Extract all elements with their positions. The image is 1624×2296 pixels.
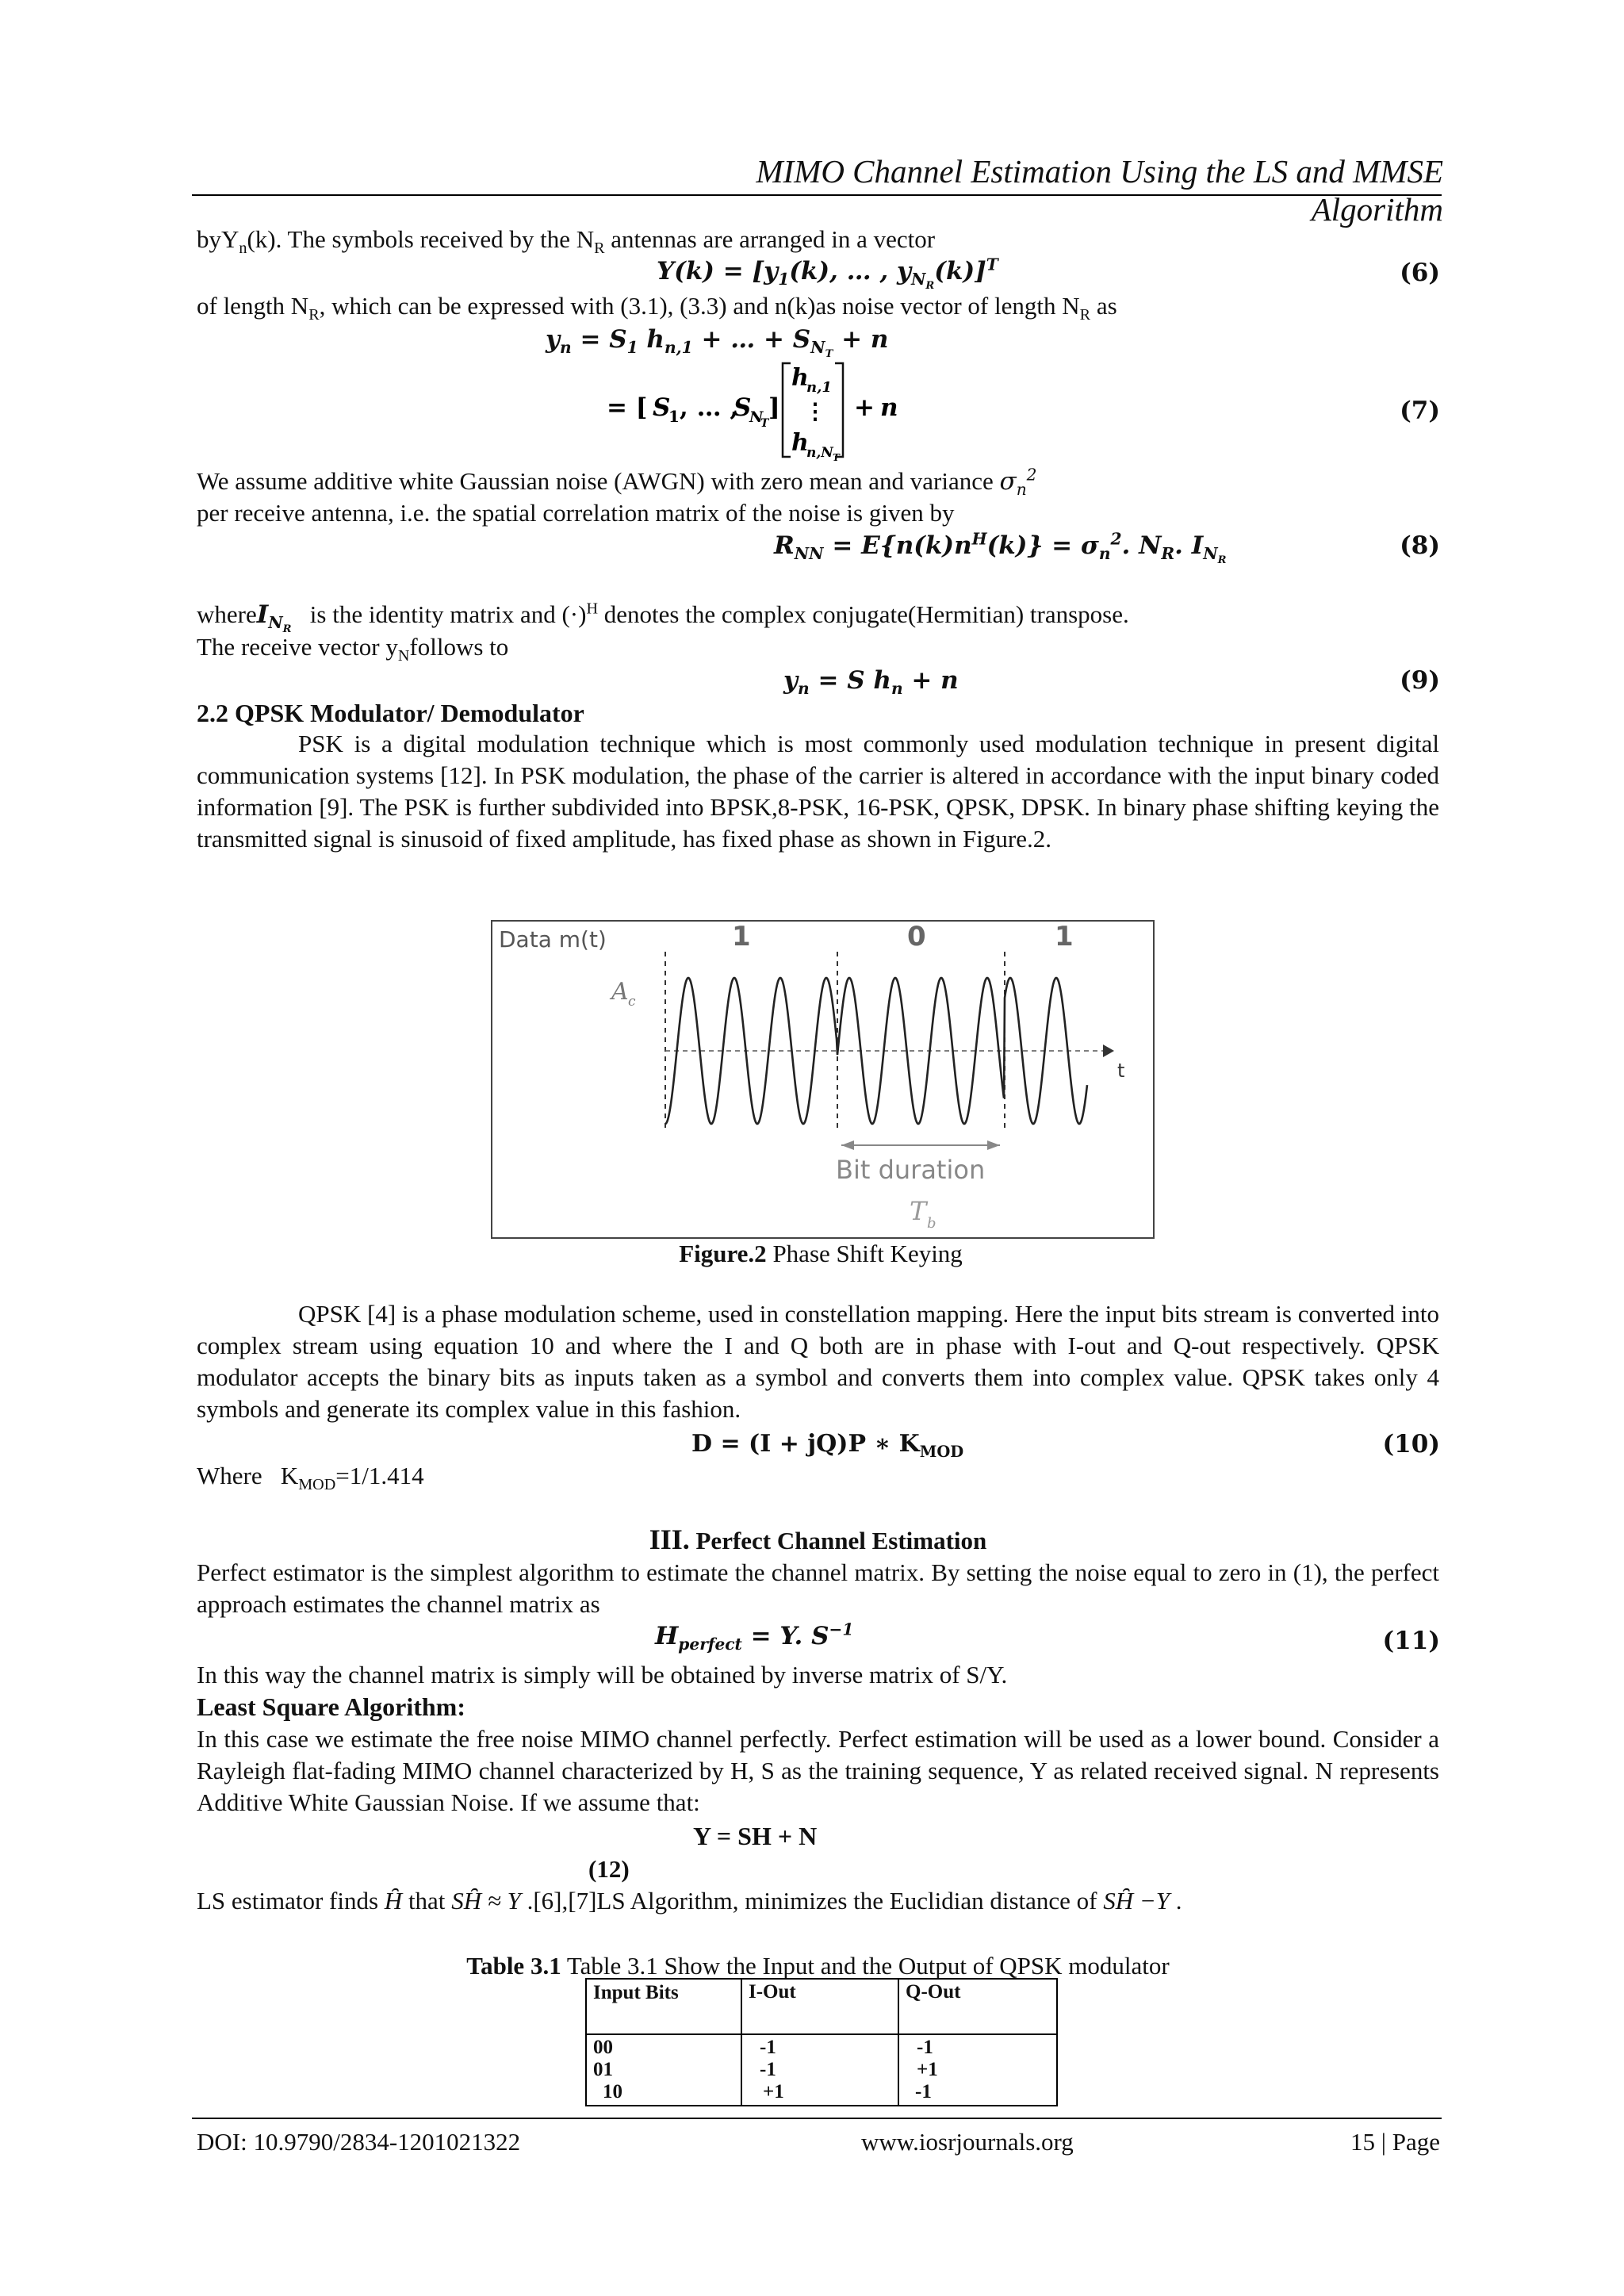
svg-text:1: 1	[668, 407, 680, 426]
text-line-length	[197, 291, 1117, 324]
table-row	[586, 2059, 1057, 2081]
caption-text: Table 3.1 Show the Input and the Output of QPSK modulator	[561, 1952, 1170, 1980]
table-header-cell: Input Bits	[586, 1979, 741, 2034]
text-inverse: In this way the channel matrix is simply will be obtained by inverse matrix of S/Y.	[197, 1661, 1008, 1688]
equation-12-number: (12)	[588, 1855, 630, 1883]
svg-text:n: n	[880, 393, 898, 422]
figure-arrow-head	[987, 1140, 1000, 1150]
table-header-row	[586, 1979, 1057, 2034]
svg-text:]: ]	[768, 393, 780, 422]
text-line-identity	[197, 600, 1129, 636]
text-fragment: =1/1.414	[335, 1462, 424, 1489]
superscript: H	[586, 600, 599, 618]
equation-6: $Y(k) = [y_1(k)$, … , $y_{N_R}(k)]^T$	[657, 255, 998, 293]
equation-7-svg	[607, 358, 924, 462]
svg-text:= [: = [	[607, 393, 648, 422]
text-kmod	[197, 1461, 424, 1494]
figure-tb-sub: b	[927, 1215, 936, 1232]
text-fragment: of length N	[197, 292, 309, 320]
figure-tb-label: T	[910, 1196, 927, 1226]
text-fragment: The receive vector y	[197, 633, 398, 661]
svg-text:n,1: n,1	[806, 379, 832, 396]
equation-7-line1: $y_n = S_1$ $h_{n,1}$ + … + $S_{N_T} + n$	[546, 325, 889, 361]
text-fragment: byY	[197, 225, 239, 253]
subscript: R	[308, 306, 320, 324]
text-ls-estimator	[197, 1886, 1182, 1916]
svg-text:⋮: ⋮	[804, 398, 826, 424]
figure-amplitude-sub: c	[628, 994, 636, 1010]
subscript: MOD	[298, 1476, 336, 1494]
svg-text:T: T	[760, 417, 769, 430]
svg-text:S: S	[733, 393, 752, 422]
text-fragment: follows to	[409, 633, 509, 661]
table-header-cell: Q-Out	[898, 1979, 1057, 2034]
equation-11-number: (11)	[1382, 1627, 1440, 1655]
table-cell: -1	[741, 2059, 898, 2081]
text-fragment: antennas are arranged in a vector	[604, 225, 936, 253]
subscript: R	[1079, 306, 1091, 324]
equation-9: $y_n = S$ $h_n + n$	[783, 666, 959, 699]
paragraph-perfect: Perfect estimator is the simplest algorithm to estimate the channel matrix. By setting the noise equal to zero in (1), the perfect approach estimates the channel matrix as	[197, 1558, 1439, 1618]
math-identity: $I_{N_R}$	[256, 600, 292, 636]
figure-2-plot	[492, 922, 1153, 1237]
text-fragment: that	[402, 1887, 452, 1915]
table-row	[586, 2034, 1057, 2059]
svg-text:N: N	[749, 408, 764, 426]
heading-least-square: Least Square Algorithm:	[197, 1692, 465, 1721]
text-line-receive-vector	[197, 632, 509, 665]
table-cell: +1	[898, 2059, 1057, 2081]
header-rule	[192, 194, 1442, 196]
figure-axis-label: t	[1117, 1060, 1125, 1082]
footer-page-number: 15 | Page	[1350, 2128, 1440, 2156]
figure-axis-arrow	[1103, 1045, 1114, 1057]
paragraph-qpsk: QPSK [4] is a phase modulation scheme, used in constellation mapping. Here the input bits stream is converted into complex stream using equation 10 and where the I and Q both are in phase with I-out and Q-out respectively. QPSK modulator accepts the binary bits as inputs taken as a symbol and converts them into complex value. QPSK takes only 4 symbols and generate its complex value in this fashion.	[197, 1300, 1439, 1423]
figure-2-box	[491, 920, 1155, 1239]
figure-amplitude-label: A	[611, 978, 629, 1006]
table-cell: -1	[898, 2034, 1057, 2059]
equation-8: $R_{NN} = E\{n(k)n^H(k)\} = \sigma_n^2$. $N_R$. $I_{N_R}$	[774, 529, 1227, 567]
figure-bit-duration-label: Bit duration	[836, 1155, 986, 1185]
table-row	[586, 2081, 1057, 2106]
table-cell: 01	[586, 2059, 741, 2081]
text-fragment: .	[1170, 1887, 1182, 1915]
running-header: MIMO Channel Estimation Using the LS and MMSE Algorithm	[756, 153, 1443, 228]
subscript: MOD	[919, 1443, 964, 1461]
section-number: III.	[649, 1524, 690, 1555]
footer-doi: DOI: 10.9790/2834-1201021322	[197, 2128, 521, 2156]
svg-text:, … ,: , … ,	[680, 393, 739, 422]
equation-9-number: (9)	[1400, 666, 1440, 695]
svg-text:T: T	[833, 452, 840, 462]
text-fragment: We assume additive white Gaussian noise (AWGN) with zero mean and variance	[197, 467, 1000, 495]
table-header-cell: I-Out	[741, 1979, 898, 2034]
text-line-awgn	[197, 465, 1037, 500]
table-cell: 00	[586, 2034, 741, 2059]
figure-bit-label: 1	[1055, 922, 1074, 953]
text-fragment: LS estimator finds	[197, 1887, 385, 1915]
equation-7-matrix	[607, 358, 924, 468]
svg-text:h: h	[791, 364, 809, 392]
equation-10	[691, 1430, 964, 1461]
math-fragment: SH̑ −Y	[1103, 1887, 1170, 1915]
figure-arrow-head	[841, 1140, 854, 1150]
table-3-1-wrapper	[585, 1978, 1058, 2106]
caption-label: Figure.2	[679, 1240, 767, 1267]
math-fragment: SH̑ ≈ Y	[451, 1887, 521, 1915]
section-heading-2-2: 2.2 QPSK Modulator/ Demodulator	[197, 699, 584, 727]
figure-data-label: Data m(t)	[499, 926, 607, 953]
equation-10-text: D = (I + jQ)P ∗ K	[691, 1430, 920, 1458]
text-fragment: Where K	[197, 1462, 299, 1489]
table-cell: +1	[741, 2081, 898, 2106]
text-fragment: where	[197, 600, 257, 628]
math-sigma: $\sigma_n^2$	[999, 465, 1037, 500]
equation-11: $H_{perfect} = Y$. $S^{-1}$	[655, 1619, 854, 1654]
paragraph-least-square: In this case we estimate the free noise MIMO channel perfectly. Perfect estimation will be used as a lower bound. Consider a Rayleigh flat-fading MIMO channel characterized by H, S as the training sequence, Y as related received signal. N represents Additive White Gaussian Noise. If we assume that:	[197, 1725, 1439, 1816]
text-fragment: (k). The symbols received by the N	[247, 225, 595, 253]
subscript: n	[239, 240, 247, 258]
figure-bit-label: 1	[732, 922, 751, 953]
equation-7-number: (7)	[1400, 397, 1440, 425]
svg-text:S: S	[653, 393, 671, 422]
caption-label: Table 3.1	[466, 1952, 561, 1980]
table-cell: -1	[898, 2081, 1057, 2106]
text-fragment: as	[1090, 292, 1117, 320]
svg-text:+: +	[854, 393, 875, 422]
subscript: R	[594, 240, 605, 258]
text-line-symbols	[197, 224, 936, 258]
svg-text:h: h	[791, 429, 809, 457]
table-cell: 10	[586, 2081, 741, 2106]
figure-2-caption	[492, 1239, 1150, 1269]
equation-10-number: (10)	[1382, 1430, 1440, 1458]
equation-12: Y = SH + N	[693, 1822, 818, 1850]
math-fragment: H̑	[384, 1887, 403, 1915]
equation-8-number: (8)	[1400, 531, 1440, 560]
svg-text:n,N: n,N	[806, 445, 833, 461]
table-3-1	[585, 1978, 1058, 2106]
text-fragment: denotes the complex conjugate(Hermitian) transpose.	[598, 600, 1129, 628]
subscript: N	[397, 647, 410, 665]
text-fragment: , which can be expressed with (3.1), (3.3) and n(k)as noise vector of length N	[319, 292, 1080, 320]
footer-site: www.iosrjournals.org	[861, 2128, 1074, 2156]
text-fragment: is the identity matrix and (·)	[291, 600, 587, 628]
section-title: Perfect Channel Estimation	[689, 1527, 987, 1554]
equation-6-number: (6)	[1400, 259, 1440, 287]
table-3-1-caption	[197, 1951, 1439, 1981]
section-heading-3	[197, 1523, 1439, 1556]
caption-text: Phase Shift Keying	[766, 1240, 963, 1267]
figure-bit-label: 0	[907, 922, 926, 953]
footer-rule	[192, 2118, 1442, 2119]
text-line-correlation: per receive antenna, i.e. the spatial correlation matrix of the noise is given by	[197, 499, 955, 527]
paragraph-psk: PSK is a digital modulation technique which is most commonly used modulation technique in present digital communication systems [12]. In PSK modulation, the phase of the carrier is altered in accordance with the input binary coded information [9]. The PSK is further subdivided into BPSK,8-PSK, 16-PSK, QPSK, DPSK. In binary phase shifting keying the transmitted signal is sinusoid of fixed amplitude, has fixed phase as shown in Figure.2.	[197, 730, 1439, 853]
text-fragment: .[6],[7]LS Algorithm, minimizes the Euclidian distance of	[520, 1887, 1104, 1915]
table-cell: -1	[741, 2034, 898, 2059]
